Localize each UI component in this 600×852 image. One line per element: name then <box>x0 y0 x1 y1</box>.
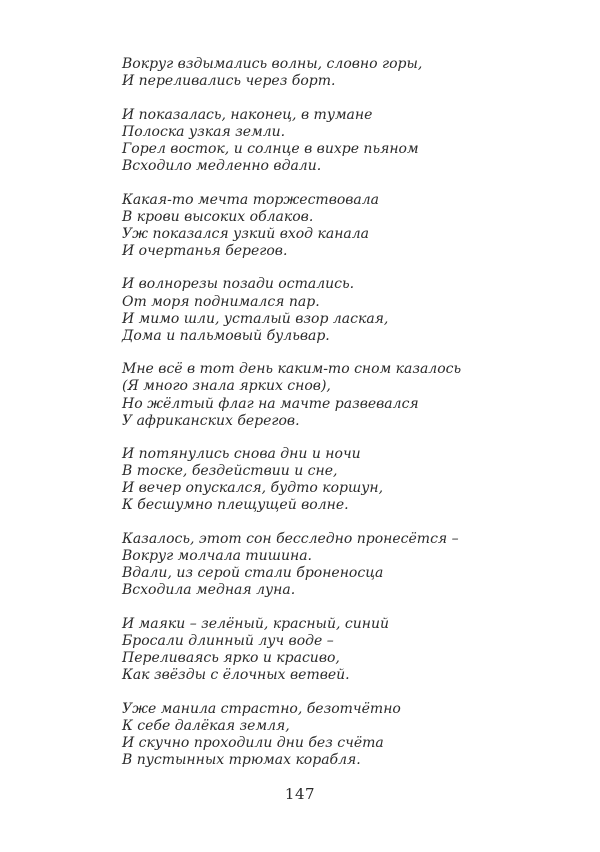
poem-line: (Я много знала ярких снов), <box>122 378 331 395</box>
stanza-6 <box>122 446 522 514</box>
poem-line: В пустынных трюмах корабля. <box>122 752 361 769</box>
poem-text <box>122 56 522 786</box>
stanza-5 <box>122 361 522 429</box>
poem-line: Какая-то мечта торжествовала <box>122 191 380 208</box>
poem-line: Мне всё в тот день каким-то сном казалось <box>122 361 462 378</box>
poem-line: Горел восток, и солнце в вихре пьяном <box>122 140 419 157</box>
poem-line: И потянулись снова дни и ночи <box>122 446 361 463</box>
poem-line: И скучно проходили дни без счёта <box>122 735 384 751</box>
poem-line: К себе далёкая земля, <box>122 717 290 734</box>
poem-line: И волнорезы позади остались. <box>122 276 355 293</box>
page-number: 147 <box>284 785 316 803</box>
poem-line: Уж показался узкий вход канала <box>122 225 370 242</box>
poem-line: Вдали, из серой стали броненосца <box>122 565 384 582</box>
poem-line: Всходила медная луна. <box>122 582 296 599</box>
poem-line: И переливались через борт. <box>122 73 336 90</box>
poem-line: От моря поднимался пар. <box>122 293 320 310</box>
stanza-4 <box>122 276 522 344</box>
stanza-8 <box>122 616 522 684</box>
poem-line: Вокруг молчала тишина. <box>122 548 312 565</box>
poem-line: Полоска узкая земли. <box>122 123 286 140</box>
poem-line: И мимо шли, усталый взор лаская, <box>122 310 389 327</box>
stanza-9 <box>122 701 522 769</box>
poem-line: И показалась, наконец, в тумане <box>122 106 373 123</box>
poem-line: Но жёлтый флаг на мачте развевался <box>122 395 419 412</box>
poem-line: Дома и пальмовый бульвар. <box>122 327 330 344</box>
stanza-7 <box>122 531 522 599</box>
poem-line: И вечер опускался, будто коршун, <box>122 480 384 497</box>
poem-line: Бросали длинный луч воде – <box>122 633 334 650</box>
stanza-3 <box>122 192 522 260</box>
poem-line: К бесшумно плещущей волне. <box>122 497 349 514</box>
poem-line: Как звёзды с ёлочных ветвей. <box>122 667 350 684</box>
poem-line: Уже манила страстно, безотчётно <box>122 700 401 717</box>
poem-line: Казалось, этот сон бесследно пронесётся – <box>122 531 459 548</box>
poem-line: В тоске, бездействии и сне, <box>122 463 338 480</box>
poem-line: Всходило медленно вдали. <box>122 157 322 174</box>
stanza-2 <box>122 107 522 175</box>
poem-line: В крови высоких облаков. <box>122 208 314 225</box>
stanza-1 <box>122 56 522 90</box>
poem-line: У африканских берегов. <box>122 412 300 429</box>
poem-line: Вокруг вздымались волны, словно горы, <box>122 56 423 72</box>
poem-line: И маяки – зелёный, красный, синий <box>122 615 389 632</box>
poem-line: Переливаясь ярко и красиво, <box>122 650 340 667</box>
poem-line: И очертанья берегов. <box>122 242 288 259</box>
